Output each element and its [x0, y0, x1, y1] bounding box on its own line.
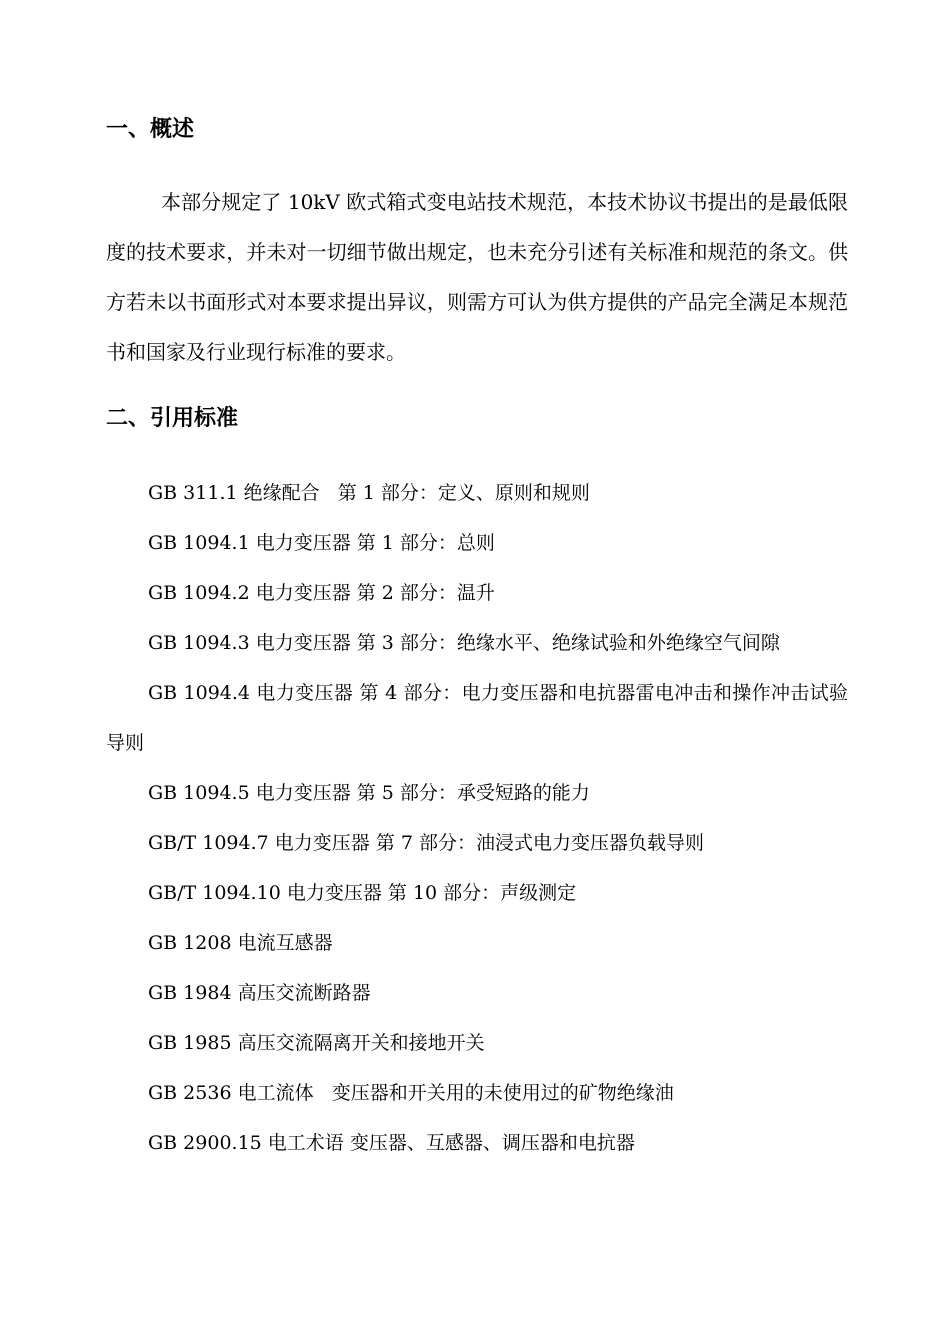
- reference-item: GB 1985 高压交流隔离开关和接地开关: [148, 1032, 485, 1054]
- reference-item: GB 1094.1 电力变压器 第 1 部分：总则: [148, 532, 495, 554]
- reference-item: GB/T 1094.10 电力变压器 第 10 部分：声级测定: [148, 882, 577, 904]
- reference-item: GB 1208 电流互感器: [148, 932, 333, 954]
- reference-item: GB 1094.3 电力变压器 第 3 部分：绝缘水平、绝缘试验和外绝缘空气间隙: [148, 632, 780, 654]
- reference-item: GB 1094.4 电力变压器 第 4 部分：电力变压器和电抗器雷电冲击和操作冲击试验导则: [106, 682, 848, 754]
- reference-item: GB 1094.2 电力变压器 第 2 部分：温升: [148, 582, 495, 604]
- section-heading-references: 二、引用标准: [106, 406, 239, 431]
- overview-paragraph: 本部分规定了 10kV 欧式箱式变电站技术规范，本技术协议书提出的是最低限度的技术要求，并未对一切细节做出规定，也未充分引述有关标准和规范的条文。供方若未以书面形式对本要求提出异议，则需方可认为供方提供的产品完全满足本规范书和国家及行业现行标准的要求。: [106, 190, 848, 364]
- reference-item: GB 2536 电工流体 变压器和开关用的未使用过的矿物绝缘油: [148, 1082, 674, 1104]
- reference-item: GB 1094.5 电力变压器 第 5 部分：承受短路的能力: [148, 782, 590, 804]
- reference-standards-list: [106, 468, 848, 1168]
- reference-item: GB 311.1 绝缘配合 第 1 部分：定义、原则和规则: [148, 482, 590, 504]
- section-heading-overview: 一、概述: [106, 117, 195, 142]
- reference-item: GB 2900.15 电工术语 变压器、互感器、调压器和电抗器: [148, 1132, 635, 1154]
- reference-item: GB 1984 高压交流断路器: [148, 982, 371, 1004]
- reference-item: GB/T 1094.7 电力变压器 第 7 部分：油浸式电力变压器负载导则: [148, 832, 704, 854]
